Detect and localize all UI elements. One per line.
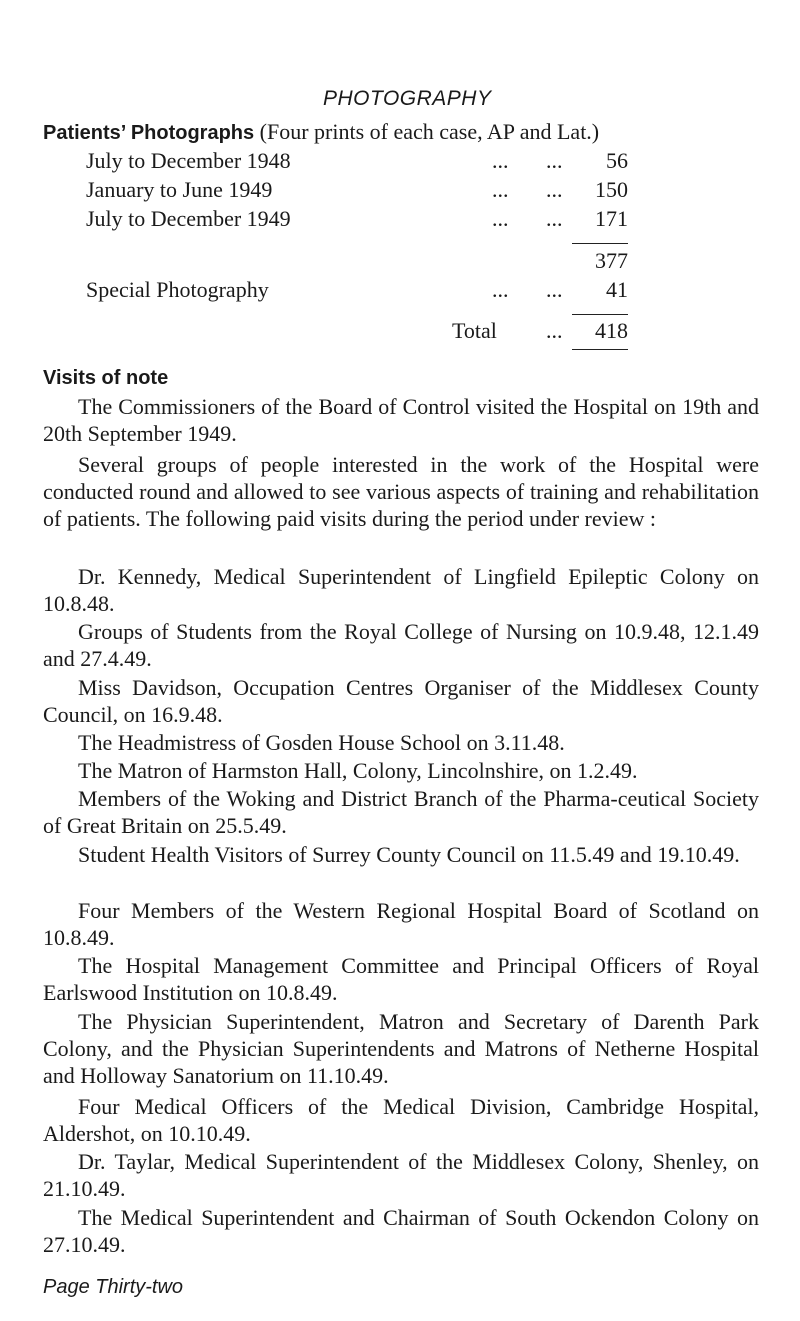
paragraph: Several groups of people interested in the work of the Hospital were conducted round and allowed to see various aspects of training and rehabilitation of patients. The following paid visits during the period under review : xyxy=(43,452,759,531)
patients-photographs-heading xyxy=(43,119,599,145)
leader-dots: ... xyxy=(546,277,563,302)
patients-photographs-label: Patients’ Photographs xyxy=(43,122,255,144)
subtotal-value: 377 xyxy=(595,248,628,273)
paragraph: Dr. Kennedy, Medical Superintendent of Lingfield Epileptic Colony on 10.8.48. xyxy=(43,564,759,616)
leader-dots: ... xyxy=(492,148,509,173)
leader-dots: ... xyxy=(546,177,563,202)
paragraph: Four Medical Officers of the Medical Division, Cambridge Hospital, Aldershot, on 10.10.49. xyxy=(43,1094,759,1146)
paragraph: The Physician Superintendent, Matron and Secretary of Darenth Park Colony, and the Physician Superintendents and Matrons of Netherne Hospital and Holloway Sanatorium on 11.10.49. xyxy=(43,1009,759,1088)
paragraph: Miss Davidson, Occupation Centres Organiser of the Middlesex County Council, on 16.9.48. xyxy=(43,675,759,727)
paragraph: The Commissioners of the Board of Control visited the Hospital on 19th and 20th September 1949. xyxy=(43,394,759,446)
leader-dots: ... xyxy=(492,277,509,302)
special-photography-value: 41 xyxy=(606,277,628,302)
total-double-rule xyxy=(572,349,628,350)
paragraph: Student Health Visitors of Surrey County Council on 11.5.49 and 19.10.49. xyxy=(78,842,740,867)
leader-dots: ... xyxy=(492,206,509,231)
patients-photographs-note: (Four prints of each case, AP and Lat.) xyxy=(259,119,600,144)
paragraph: The Headmistress of Gosden House School on 3.11.48. xyxy=(78,730,565,755)
leader-dots: ... xyxy=(546,318,563,343)
leader-dots: ... xyxy=(546,206,563,231)
leader-dots: ... xyxy=(546,148,563,173)
subtotal-rule xyxy=(572,243,628,244)
count-value: 56 xyxy=(606,148,628,173)
paragraph: Dr. Taylar, Medical Superintendent of the Middlesex Colony, Shenley, on 21.10.49. xyxy=(43,1149,759,1201)
visits-heading: Visits of note xyxy=(43,367,169,389)
special-photography-label: Special Photography xyxy=(86,277,269,302)
paragraph: The Matron of Harmston Hall, Colony, Lincolnshire, on 1.2.49. xyxy=(78,758,638,783)
period-label: July to December 1948 xyxy=(86,148,291,173)
page-number-footer: Page Thirty-two xyxy=(43,1276,184,1298)
count-value: 150 xyxy=(595,177,628,202)
paragraph: Four Members of the Western Regional Hospital Board of Scotland on 10.8.49. xyxy=(43,898,759,950)
total-label: Total xyxy=(452,318,497,343)
period-label: January to June 1949 xyxy=(86,177,273,202)
period-label: July to December 1949 xyxy=(86,206,291,231)
total-rule xyxy=(572,314,628,315)
paragraph: Groups of Students from the Royal College of Nursing on 10.9.48, 12.1.49 and 27.4.49. xyxy=(43,619,759,671)
total-value: 418 xyxy=(595,318,628,343)
page-title: PHOTOGRAPHY xyxy=(323,87,492,110)
paragraph: The Medical Superintendent and Chairman of South Ockendon Colony on 27.10.49. xyxy=(43,1205,759,1257)
count-value: 171 xyxy=(595,206,628,231)
paragraph: The Hospital Management Committee and Principal Officers of Royal Earlswood Institution on 10.8.49. xyxy=(43,953,759,1005)
paragraph: Members of the Woking and District Branch of the Pharma-ceutical Society of Great Britain on 25.5.49. xyxy=(43,786,759,838)
leader-dots: ... xyxy=(492,177,509,202)
